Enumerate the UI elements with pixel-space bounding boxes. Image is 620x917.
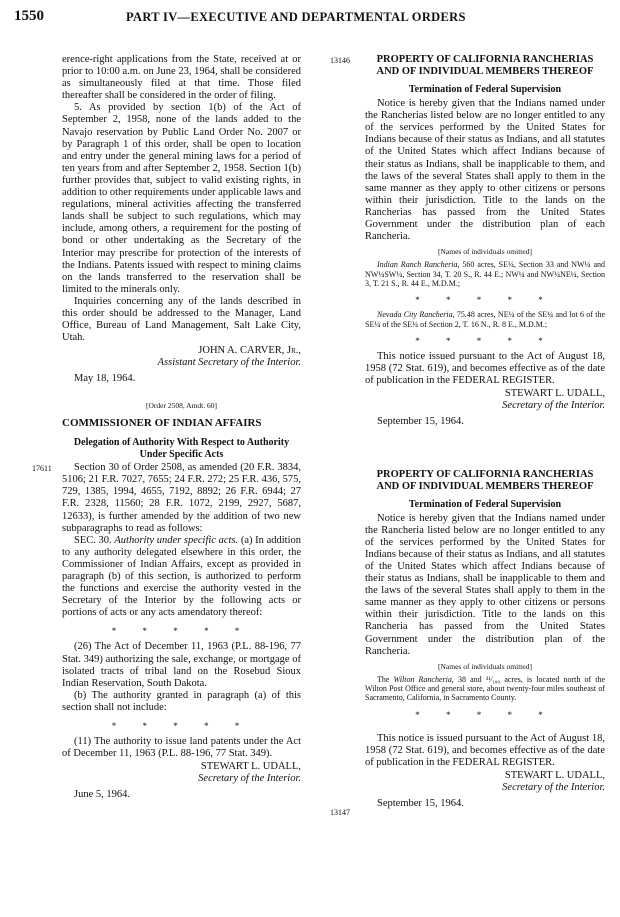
spacer	[365, 725, 605, 733]
paragraph-mining-laws: 5. As provided by section 1(b) of the Act of September 2, 1958, none of the lands added to the Navajo reservation by Public Land Order No. 2007 or by Paragraph 1 of this order, shall be open to location and entry under the general mining laws for a period of ten years from and after September 2, 1958. Section 1(b) further provides that, subject to valid existing rights, in addition to other requirements under applicable laws and regulations, mineral activities affecting the transferred lands shall be subject to such regulations, which may include, among others, a requirement for the posting of bond or other undertaking as the Secretary of the Interior may prescribe for protection of the interests of the Indians. Patents issued with respect to mining claims on the lands transferred to the reservation shall be limited to the minerals only.	[62, 102, 301, 295]
section-caption: Authority under specific acts.	[114, 534, 239, 546]
order-date: June 5, 1964.	[74, 789, 130, 801]
notice-date: September 15, 1964.	[377, 798, 464, 810]
margin-reference: 17611	[32, 464, 52, 473]
rancheria-description: 38 and ³¹⁄₁₀₀ acres, is located north of the Wilton Post Office and general store, about twenty-four miles southeast of Sacramento, California, in Sacramento County.	[365, 674, 606, 703]
ellipsis-stars: * * * * *	[415, 295, 555, 306]
notice-body: Notice is hereby given that the Indians named under the Rancheria listed below are no longer entitled to any of the services performed by the United States for Indians because of their status as Indians, and all statutes of the United States which affect Indians because of their status as Indians, shall be inapplicable to them and the laws of the several States shall apply to them in the same manner as they apply to other citizens or persons within their jurisdiction. Title to the lands on this Rancheria has passed from the United States Government under the distribution plan of the Rancheria.	[365, 512, 605, 657]
order-date: May 18, 1964.	[74, 373, 136, 385]
rancheria-wilton	[365, 675, 605, 703]
notice-body: Notice is hereby given that the Indians named under the Rancherias listed below are no longer entitled to any of the services performed by the United States for Indians because of their status as Indians, and all statutes of the United States which affect Indians because of their status as Indians, shall be inapplicable to them, and the laws of the several States shall apply to them in the same manner as they apply to other citizens or persons within their jurisdiction. Title to the lands on the Rancherias has passed from the United States Government under the distribution plan of each Rancheria.	[365, 98, 605, 243]
notice-subtitle: Termination of Federal Supervision	[408, 498, 562, 510]
notice-title: PROPERTY OF CALIFORNIA RANCHERIAS AND OF INDIVIDUAL MEMBERS THEREOF	[376, 468, 594, 492]
paragraph-b: (b) The authority granted in paragraph (a) of this section shall not include:	[62, 689, 301, 713]
margin-reference: 13147	[330, 808, 350, 817]
page-header	[14, 8, 610, 28]
signature-title: Secretary of the Interior.	[502, 400, 605, 412]
signature-name: STEWART L. UDALL,	[504, 388, 605, 400]
section-subheading: Delegation of Authority With Respect to Authority Under Specific Acts	[73, 437, 290, 460]
rancheria-description: 75.48 acres, NE¼ of the SE¼ and lot 6 of the SE¼ of the SE¼ of Section 2, T. 16 N., R. 8 E., M.D.M.;	[365, 310, 605, 329]
margin-reference: 13146	[330, 56, 350, 65]
notice-authority: This notice is issued pursuant to the Act of August 18, 1958 (72 Stat. 619), and becomes effective as of the date of publication in the FEDERAL REGISTER.	[365, 732, 605, 769]
ellipsis-stars: * * * * *	[415, 335, 555, 346]
names-omitted-note: [Names of individuals omitted]	[438, 247, 532, 257]
left-column	[62, 54, 301, 802]
notice-subtitle: Termination of Federal Supervision	[408, 84, 562, 95]
rancheria-indian-ranch	[365, 260, 605, 288]
ellipsis-stars: * * * * *	[415, 709, 555, 720]
rancheria-nevada-city	[365, 310, 605, 329]
rancheria-description: 560 acres, SE¼, Section 33 and NW¼ and NW¼SW¼, Section 34, T. 20 S., R. 44 E.; NW¼ and NW¼NE¼, Section 3, T. 21 S., R. 44 E., M.D.M.;	[365, 260, 605, 288]
paragraph-continuation: erence-right applications from the State, received at or prior to 10:00 a.m. on June 23, 1964, shall be considered as simultaneously filed at that time. Those filed thereafter shall be considered in the order of filing.	[62, 54, 301, 102]
signature-name: JOHN A. CARVER, Jr.,	[198, 345, 301, 357]
paragraph-11: (11) The authority to issue land patents under the Act of December 11, 1963 (P.L. 88-196, 77 Stat. 349).	[62, 736, 301, 760]
notice-date: September 15, 1964.	[377, 416, 464, 428]
order-reference: [Order 2508, Amdt. 60]	[145, 400, 218, 410]
ellipsis-stars: * * * * *	[111, 626, 252, 637]
rancheria-name: Nevada City Rancheria,	[377, 310, 455, 320]
signature-title: Secretary of the Interior.	[198, 773, 301, 785]
page-number: 1550	[14, 8, 44, 24]
ellipsis-stars: * * * * *	[111, 721, 252, 731]
rancheria-name: Wilton Rancheria,	[393, 674, 454, 684]
right-column	[365, 54, 605, 810]
names-omitted-note: [Names of individuals omitted]	[438, 661, 532, 671]
section-label: SEC. 30.	[74, 534, 112, 546]
signature-title: Assistant Secretary of the Interior.	[157, 357, 301, 369]
running-head: PART IV—EXECUTIVE AND DEPARTMENTAL ORDERS	[126, 10, 466, 24]
paragraph-section-30	[62, 535, 301, 620]
rancheria-name: Indian Ranch Rancheria,	[377, 260, 460, 270]
signature-name: STEWART L. UDALL,	[200, 761, 301, 773]
paragraph-inquiries: Inquiries concerning any of the lands described in this order should be addressed to the Manager, Land Office, Bureau of Land Management, Salt Lake City, Utah.	[62, 295, 301, 344]
signature-title: Secretary of the Interior.	[502, 782, 605, 794]
rancheria-lead: The	[377, 674, 394, 684]
paragraph-26: (26) The Act of December 11, 1963 (P.L. 88-196, 77 Stat. 349) authorizing the sale, exchange, or mortgage of isolated tracts of tribal land on the Rosebud Sioux Indian Reservation, South Dakota.	[62, 641, 301, 689]
section-body: (a) In addition to any authority delegated elsewhere in this order, the Commissioner of Indian Affairs, except as provided in paragraph (b) of this section, is authorized to perform the functions and exercise the authority vested in the Secretary of the Interior by the following acts or portions of acts or any acts amendatory thereof:	[62, 534, 302, 619]
signature-name: STEWART L. UDALL,	[504, 770, 605, 782]
paragraph-amendment: Section 30 of Order 2508, as amended (20 F.R. 3834, 5106; 21 F.R. 7027, 7655; 24 F.R. 272; 25 F.R. 436, 575, 729, 1385, 1994, 4655, 7192, 8892; 26 F.R. 6944; 27 F.R. 2328, 11560; 28 F.R. 1072, 2199, 2927, 5687, 12633), is further amended by the addition of two new subparagraphs to read as follows:	[62, 462, 302, 534]
notice-authority: This notice issued pursuant to the Act of August 18, 1958 (72 Stat. 619), and becomes effective as of the date of publication in the FEDERAL REGISTER.	[365, 350, 605, 387]
notice-title: PROPERTY OF CALIFORNIA RANCHERIAS AND OF INDIVIDUAL MEMBERS THEREOF	[376, 54, 594, 77]
spacer	[365, 429, 605, 463]
section-heading: COMMISSIONER OF INDIAN AFFAIRS	[62, 416, 262, 429]
